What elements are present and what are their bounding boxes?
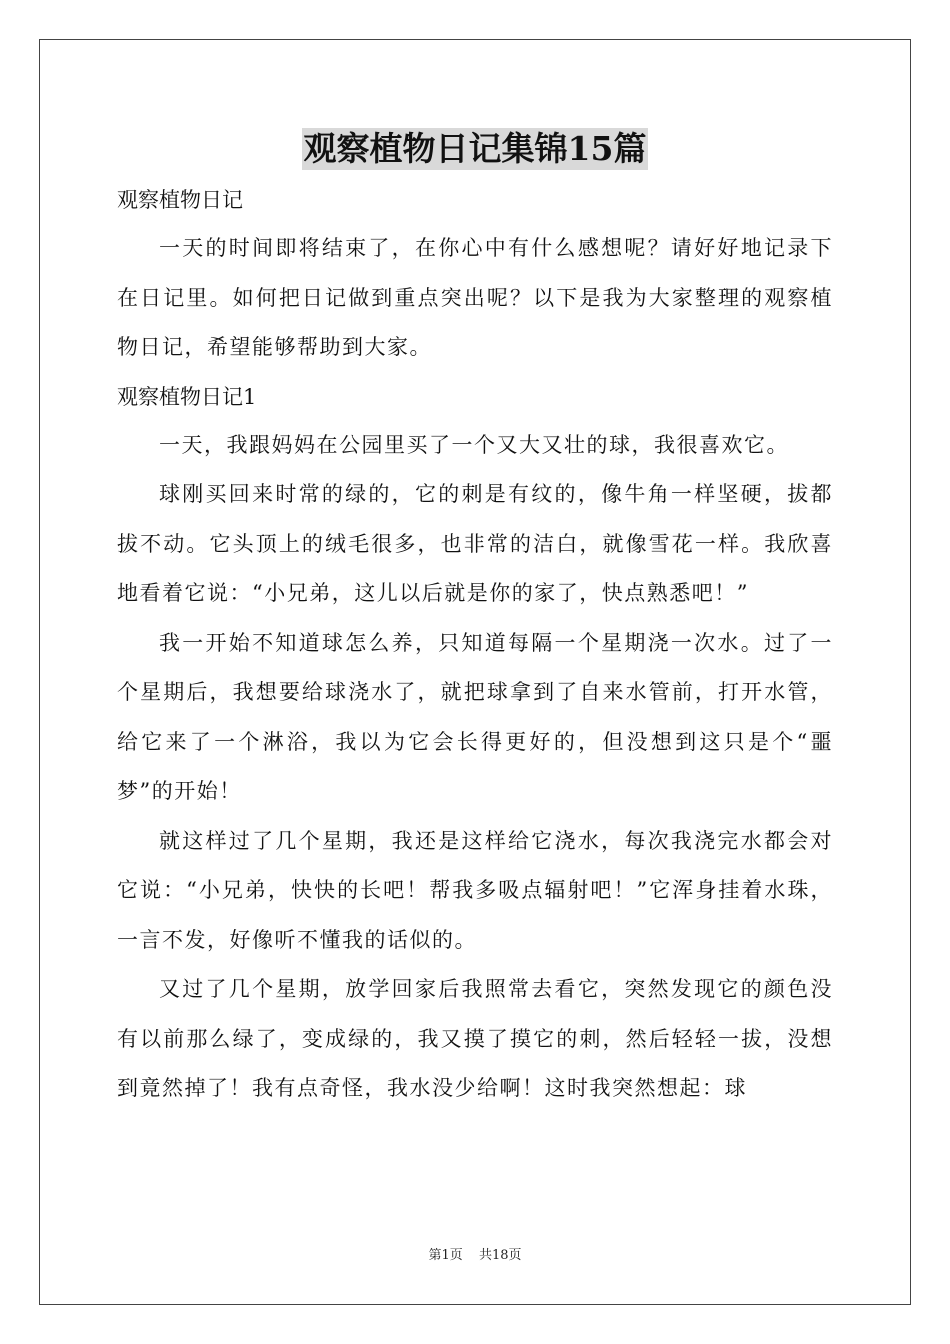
- paragraph-intro: 一天的时间即将结束了，在你心中有什么感想呢？请好好地记录下在日记里。如何把日记做到重点突出呢？以下是我为大家整理的观察植物日记，希望能够帮助到大家。: [117, 236, 833, 359]
- document-body: [117, 176, 833, 1114]
- paragraph: 就这样过了几个星期，我还是这样给它浇水，每次我浇完水都会对它说：“小兄弟，快快的长吧！帮我多吸点辐射吧！”它浑身挂着水珠，一言不发，好像听不懂我的话似的。: [117, 828, 833, 952]
- page-footer: [0, 1247, 950, 1265]
- paragraph: 我一开始不知道球怎么养，只知道每隔一个星期浇一次水。过了一个星期后，我想要给球浇水了，就把球拿到了自来水管前，打开水管，给它来了一个淋浴，我以为它会长得更好的，但没想到这只是个“噩梦”的开始！: [117, 630, 833, 803]
- paragraph: 又过了几个星期，放学回家后我照常去看它，突然发现它的颜色没有以前那么绿了，变成绿的，我又摸了摸它的刺，然后轻轻一拔，没想到竟然掉了！我有点奇怪，我水没少给啊！这时我突然想起：球: [117, 977, 833, 1100]
- section-heading-intro: 观察植物日记: [117, 188, 243, 212]
- section-heading-diary-1: 观察植物日记1: [117, 384, 257, 409]
- paragraph: 球刚买回来时常的绿的，它的刺是有纹的，像牛角一样坚硬，拔都拔不动。它头顶上的绒毛很多，也非常的洁白，就像雪花一样。我欣喜地看着它说：“小兄弟，这儿以后就是你的家了，快点熟悉吧！”: [117, 482, 833, 605]
- page-number: 第1页: [428, 1248, 463, 1263]
- paragraph: 一天，我跟妈妈在公园里买了一个又大又壮的球，我很喜欢它。: [159, 432, 789, 457]
- title-container: [0, 128, 950, 170]
- document-title: 观察植物日记集锦15篇: [303, 129, 647, 168]
- page-total: 共18页: [478, 1248, 522, 1263]
